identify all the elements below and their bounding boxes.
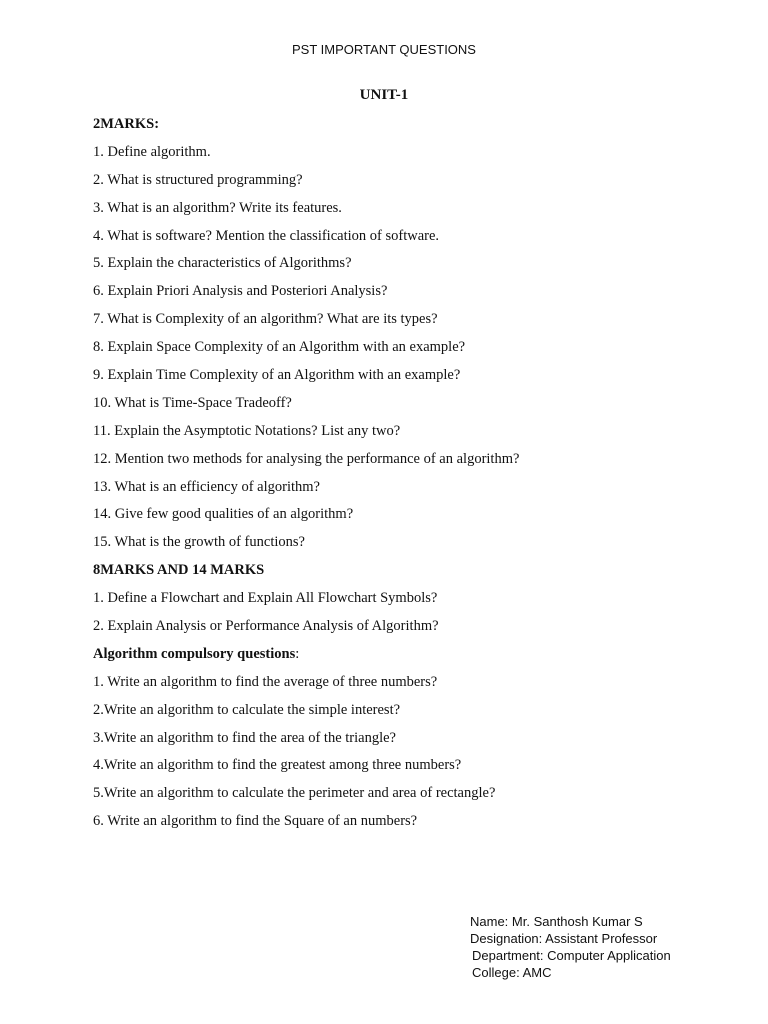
page-header: PST IMPORTANT QUESTIONS xyxy=(292,42,476,57)
question-item: 2. Explain Analysis or Performance Analysis of Algorithm? xyxy=(93,618,439,635)
question-item: 8. Explain Space Complexity of an Algorithm with an example? xyxy=(93,339,466,356)
question-item: 14. Give few good qualities of an algorithm? xyxy=(93,506,354,523)
question-item: 5. Explain the characteristics of Algorithms? xyxy=(93,255,352,272)
algorithm-compulsory-heading: Algorithm compulsory questions xyxy=(93,645,296,662)
two-marks-heading: 2MARKS: xyxy=(93,116,160,132)
question-item: 4.Write an algorithm to find the greatest among three numbers? xyxy=(93,757,462,774)
question-item: 2. What is structured programming? xyxy=(93,171,303,188)
question-item: 5.Write an algorithm to calculate the perimeter and area of rectangle? xyxy=(93,785,496,802)
question-item: 4. What is software? Mention the classification of software. xyxy=(93,227,440,244)
question-item: 11. Explain the Asymptotic Notations? List any two? xyxy=(93,422,401,439)
question-item: 2.Write an algorithm to calculate the simple interest? xyxy=(93,701,401,718)
signature-designation: Designation: Assistant Professor xyxy=(470,931,658,946)
signature-block xyxy=(470,913,671,981)
question-item: 6. Explain Priori Analysis and Posteriori Analysis? xyxy=(93,283,388,300)
question-list xyxy=(93,115,733,840)
question-item: 10. What is Time-Space Tradeoff? xyxy=(93,394,292,411)
question-item: 7. What is Complexity of an algorithm? What are its types? xyxy=(93,311,438,328)
question-item: 6. Write an algorithm to find the Square of an numbers? xyxy=(93,813,418,830)
heading-colon: : xyxy=(295,645,300,662)
eight-fourteen-marks-heading: 8MARKS AND 14 MARKS xyxy=(93,562,265,579)
question-item: 13. What is an efficiency of algorithm? xyxy=(93,478,320,495)
signature-name: Name: Mr. Santhosh Kumar S xyxy=(470,914,643,929)
question-item: 1. Write an algorithm to find the average of three numbers? xyxy=(93,673,438,690)
question-item: 9. Explain Time Complexity of an Algorithm with an example? xyxy=(93,367,461,384)
unit-title: UNIT-1 xyxy=(359,87,409,103)
question-item: 15. What is the growth of functions? xyxy=(93,534,305,551)
signature-department: Department: Computer Application xyxy=(472,948,671,963)
question-item: 3.Write an algorithm to find the area of the triangle? xyxy=(93,729,396,746)
question-item: 1. Define algorithm. xyxy=(93,143,211,160)
question-item: 1. Define a Flowchart and Explain All Flowchart Symbols? xyxy=(93,590,438,607)
algorithm-compulsory-heading-row xyxy=(93,645,733,673)
question-item: 12. Mention two methods for analysing the performance of an algorithm? xyxy=(93,450,520,467)
signature-college: College: AMC xyxy=(472,965,552,980)
question-item: 3. What is an algorithm? Write its features. xyxy=(93,199,342,216)
